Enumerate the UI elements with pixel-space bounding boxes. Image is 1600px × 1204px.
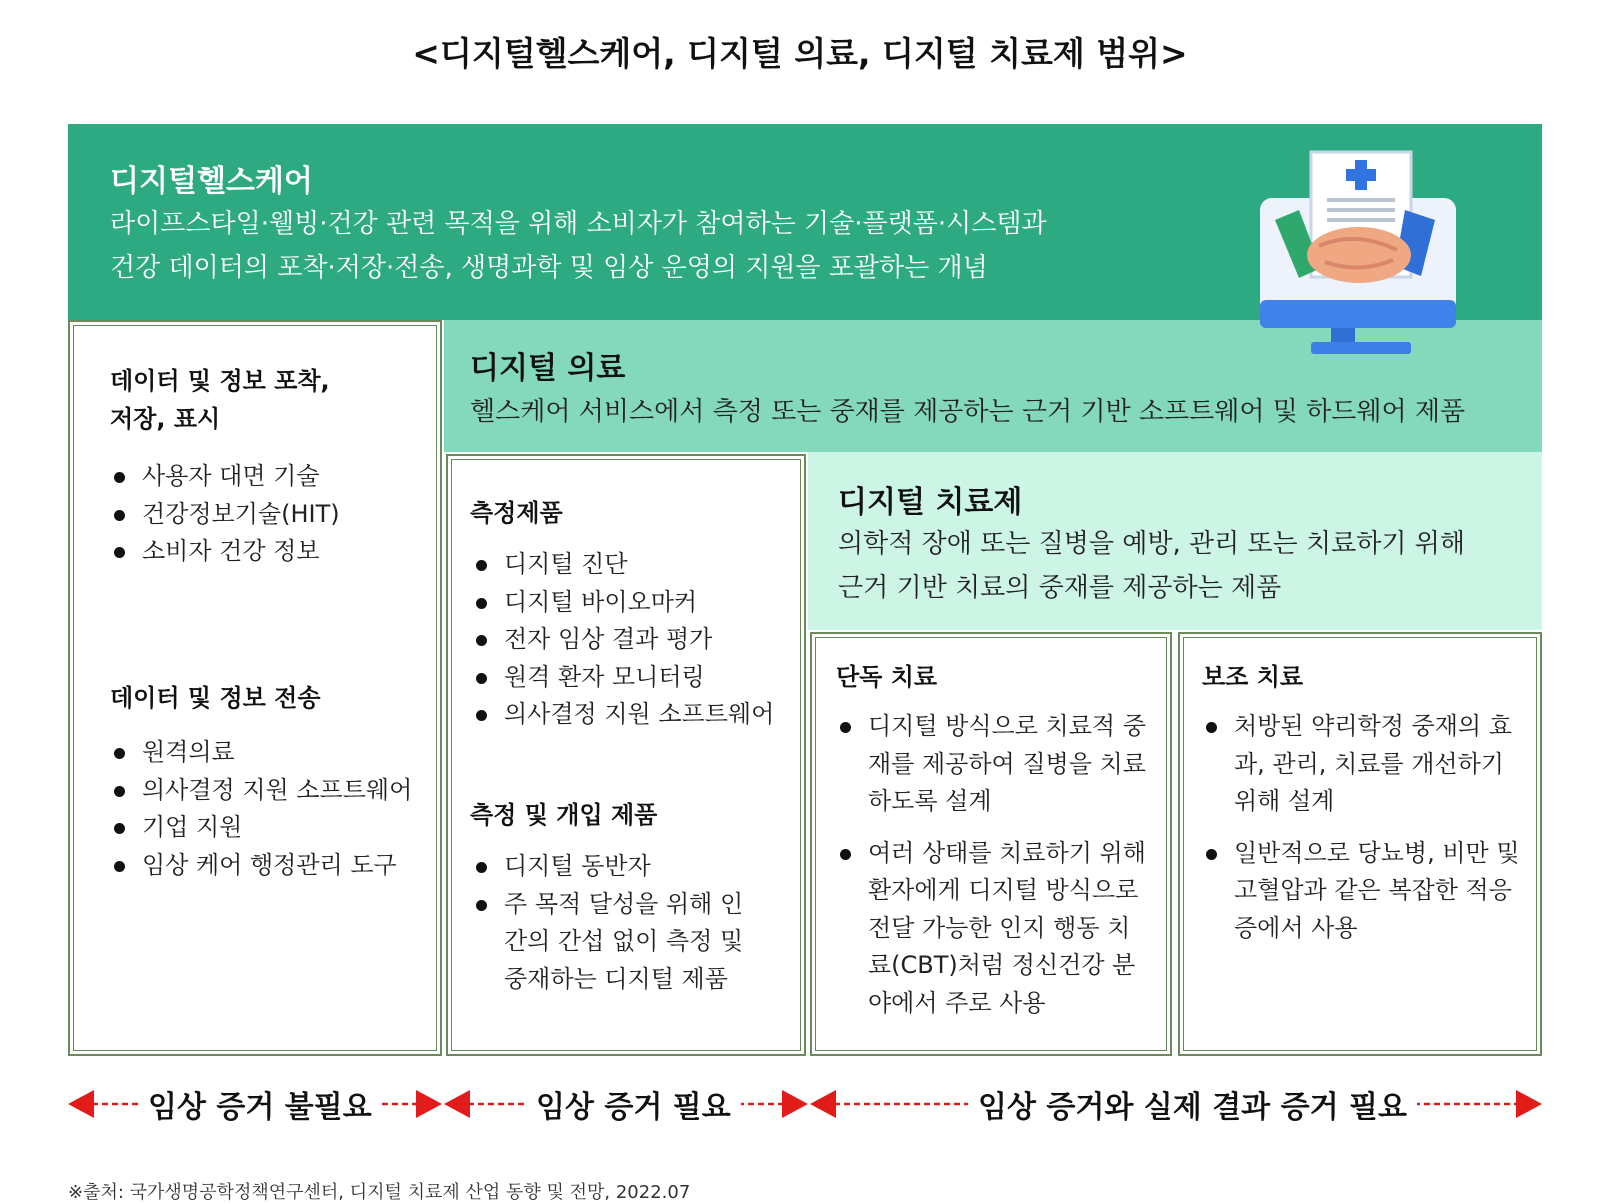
digital-medicine-description: 헬스케어 서비스에서 측정 또는 중재를 제공하는 근거 기반 소프트웨어 및 하드웨어 제품: [470, 397, 1466, 427]
list-item: 사용자 대면 기술: [112, 458, 432, 496]
measurement-products-list: [474, 546, 794, 734]
list-item: 전자 임상 결과 평가: [474, 621, 794, 659]
list-item: 기업 지원: [112, 809, 432, 847]
evidence-required-label: 임상 증거 필요: [526, 1082, 741, 1126]
description-line: 의학적 장애 또는 질병을 예방, 관리 또는 치료하기 위해: [838, 529, 1465, 559]
monitor-bezel: [1260, 300, 1456, 328]
real-world-evidence-label: 임상 증거와 실제 결과 증거 필요: [968, 1082, 1417, 1126]
description-line: 근거 기반 치료의 중재를 제공하는 제품: [838, 573, 1282, 603]
monitor-base: [1311, 342, 1411, 354]
list-item: 임상 케어 행정관리 도구: [112, 847, 432, 885]
list-item: 원격 환자 모니터링: [474, 659, 794, 697]
list-item: 소비자 건강 정보: [112, 533, 432, 571]
standalone-therapy-heading: 단독 치료: [836, 663, 938, 691]
list-item: 의사결정 지원 소프트웨어: [474, 696, 794, 734]
capture-storage-list: [112, 458, 432, 571]
heading-line: 저장, 표시: [110, 405, 221, 433]
digital-healthcare-description: [110, 202, 1047, 290]
list-item: 디지털 동반자: [474, 848, 759, 886]
digital-healthcare-title: 디지털헬스케어: [110, 164, 313, 199]
no-evidence-label: 임상 증거 불필요: [138, 1082, 382, 1126]
arrow-right-icon: [782, 1090, 808, 1118]
doc-line: [1327, 198, 1395, 202]
adjunct-therapy-heading: 보조 치료: [1202, 663, 1304, 691]
arrow-left-icon: [68, 1090, 94, 1118]
arrow-left-icon: [810, 1090, 836, 1118]
standalone-therapy-list: [838, 708, 1148, 1036]
heading-line: 데이터 및 정보 포착,: [110, 367, 330, 395]
arrow-right-icon: [416, 1090, 442, 1118]
list-item: 건강정보기술(HIT): [112, 496, 432, 534]
list-item: 처방된 약리학정 중재의 효과, 관리, 치료를 개선하기 위해 설계: [1204, 708, 1529, 821]
transmission-heading: 데이터 및 정보 전송: [110, 684, 321, 712]
adjunct-therapy-list: [1204, 708, 1529, 961]
hands: [1307, 227, 1411, 283]
capture-storage-heading: [110, 362, 330, 438]
digital-medicine-title: 디지털 의료: [470, 351, 626, 386]
evidence-arrow-row: [68, 1082, 1542, 1130]
cross-h: [1346, 169, 1376, 181]
digital-therapeutics-description: [838, 522, 1465, 610]
list-item: 디지털 바이오마커: [474, 584, 794, 622]
list-item: 일반적으로 당뇨병, 비만 및 고혈압과 같은 복잡한 적응증에서 사용: [1204, 835, 1529, 948]
arrow-right-icon: [1516, 1090, 1542, 1118]
measurement-products-heading: 측정제품: [470, 499, 563, 527]
intervention-products-list: [474, 848, 759, 998]
list-item: 주 목적 달성을 위해 인간의 간섭 없이 측정 및 중재하는 디지털 제품: [474, 886, 759, 999]
list-item: 원격의료: [112, 734, 432, 772]
list-item: 디지털 방식으로 치료적 중재를 제공하여 질병을 치료하도록 설계: [838, 708, 1148, 821]
digital-therapeutics-title: 디지털 치료제: [838, 485, 1023, 520]
list-item: 의사결정 지원 소프트웨어: [112, 772, 432, 810]
page-title: <디지털헬스케어, 디지털 의료, 디지털 치료제 범위>: [412, 34, 1188, 73]
source-note: ※출처: 국가생명공학정책연구센터, 디지털 치료제 산업 동향 및 전망, 2022.07: [68, 1182, 691, 1203]
doc-line: [1327, 218, 1395, 222]
description-line: 건강 데이터의 포착·저장·전송, 생명과학 및 임상 운영의 지원을 포괄하는 개념: [110, 253, 988, 283]
doc-line: [1327, 208, 1395, 212]
description-line: 라이프스타일·웰빙·건강 관련 목적을 위해 소비자가 참여하는 기술·플랫폼·시스템과: [110, 209, 1047, 239]
list-item: 디지털 진단: [474, 546, 794, 584]
transmission-list: [112, 734, 432, 884]
list-item: 여러 상태를 치료하기 위해 환자에게 디지털 방식으로 전달 가능한 인지 행동 치료(CBT)처럼 정신건강 분야에서 주로 사용: [838, 835, 1148, 1023]
arrow-left-icon: [444, 1090, 470, 1118]
handshake-monitor-icon: [1255, 150, 1470, 365]
intervention-products-heading: 측정 및 개입 제품: [470, 801, 658, 829]
